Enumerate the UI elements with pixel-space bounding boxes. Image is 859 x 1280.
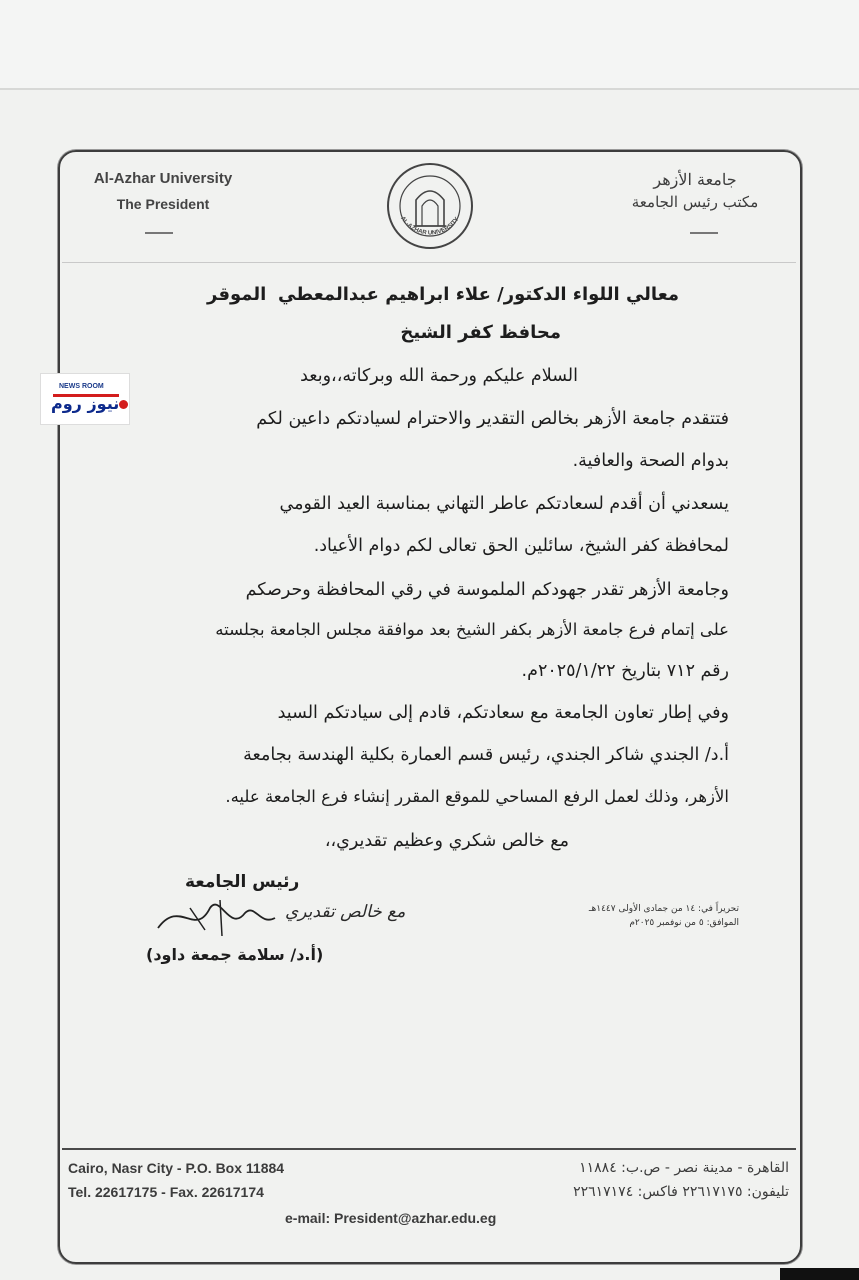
paragraph-4-line-3: الأزهر، وذلك لعمل الرفع المساحي للموقع المقرر إنشاء فرع الجامعة عليه.	[225, 787, 729, 806]
addressee-honorific: الموقر	[207, 284, 267, 305]
gregorian-date: الموافق: ٥ من نوفمبر ٢٠٢٥م	[629, 918, 739, 928]
office-name-ar: مكتب رئيس الجامعة	[631, 193, 759, 211]
paragraph-1-line-1: فتتقدم جامعة الأزهر بخالص التقدير والاحترام لسيادتكم داعين لكم	[256, 409, 729, 429]
logo-small-text: NEWS ROOM	[59, 383, 104, 390]
divider-dash	[145, 232, 173, 234]
paragraph-3-line-3: رقم ٧١٢ بتاريخ ٢٠٢٥/١/٢٢م.	[521, 661, 729, 681]
corner-shadow	[780, 1268, 859, 1280]
paragraph-3-line-2: على إتمام فرع جامعة الأزهر بكفر الشيخ بعد موافقة مجلس الجامعة بجلسته	[215, 620, 729, 639]
logo-red-dot-icon	[119, 400, 128, 409]
logo-brand-text: نيوز روم	[51, 394, 120, 413]
university-seal-logo	[384, 160, 476, 252]
paragraph-2-line-2: لمحافظة كفر الشيخ، سائلين الحق تعالى لكم دوام الأعياد.	[313, 536, 729, 556]
footer-address-en: Cairo, Nasr City - P.O. Box 11884	[68, 1160, 285, 1176]
footer-phone-ar: تليفون: ٢٢٦١٧١٧٥ فاكس: ٢٢٦١٧١٧٤	[573, 1184, 789, 1200]
footer-phone-en: Tel. 22617175 - Fax. 22617174	[68, 1184, 264, 1200]
paragraph-4-line-1: وفي إطار تعاون الجامعة مع سعادتكم، قادم إلى سيادتكم السيد	[277, 703, 729, 723]
paragraph-1-line-2: بدوام الصحة والعافية.	[572, 451, 729, 471]
footer-address-ar: القاهرة - مدينة نصر - ص.ب: ١١٨٨٤	[579, 1160, 789, 1176]
signatory-title: رئيس الجامعة	[185, 872, 300, 892]
footer-email: e-mail: President@azhar.edu.eg	[285, 1210, 497, 1226]
paragraph-2-line-1: يسعدني أن أقدم لسعادتكم عاطر التهاني بمناسبة العيد القومي	[279, 494, 729, 514]
seal-text: AL-AZHAR UNIVERSITY	[399, 215, 461, 237]
office-name-en: The President	[116, 196, 210, 212]
header-arabic	[600, 170, 790, 211]
paragraph-4-line-2: أ.د/ الجندي شاكر الجندي، رئيس قسم العمارة بكلية الهندسة بجامعة	[243, 745, 729, 765]
divider-dash	[690, 232, 718, 234]
signatory-name: (أ.د/ سلامة جمعة داود)	[146, 945, 324, 964]
header-english	[68, 170, 258, 212]
handwritten-note: مع خالص تقديري	[285, 902, 406, 922]
addressee-name: معالي اللواء الدكتور/ علاء ابراهيم عبدالمعطي	[277, 284, 679, 305]
addressee-title: محافظ كفر الشيخ	[400, 322, 561, 343]
top-margin	[0, 0, 859, 88]
hijri-date: تحريراً في: ١٤ من جمادى الأولى ١٤٤٧هـ	[588, 904, 739, 914]
paragraph-3-line-1: وجامعة الأزهر تقدر جهودكم الملموسة في رقي المحافظة وحرصكم	[245, 580, 729, 600]
greeting: السلام عليكم ورحمة الله وبركاته،،وبعد	[300, 366, 578, 386]
header-divider	[62, 262, 796, 263]
university-name-en: Al-Azhar University	[93, 170, 233, 187]
university-name-ar: جامعة الأزهر	[653, 170, 737, 189]
news-room-watermark-logo	[40, 373, 130, 425]
closing-line: مع خالص شكري وعظيم تقديري،،	[324, 831, 569, 851]
footer-divider	[62, 1148, 796, 1150]
